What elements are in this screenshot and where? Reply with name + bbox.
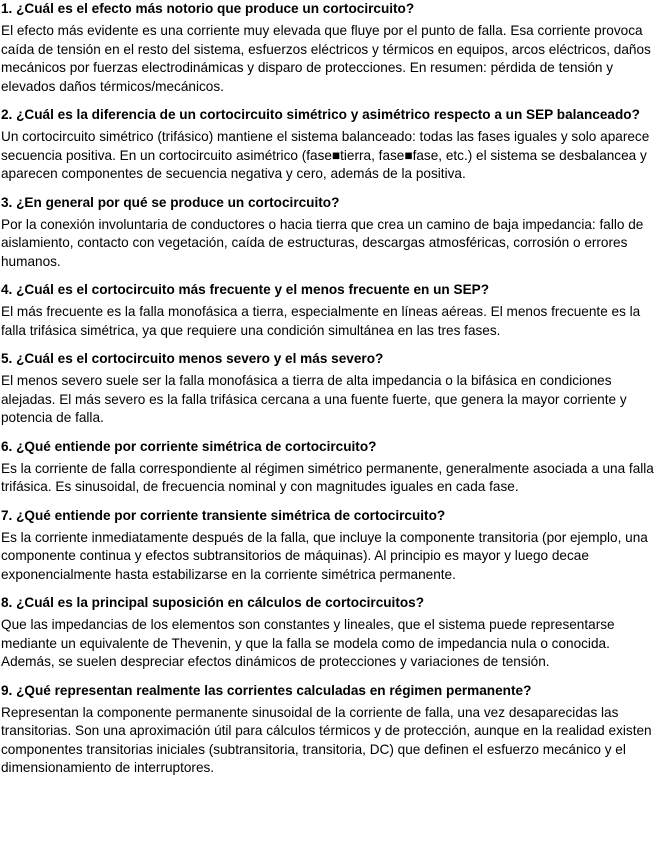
qa-item-4 [1,281,661,340]
answer-5: El menos severo suele ser la falla monofásica a tierra de alta impedancia o la bifásica en condiciones alejadas. El más severo es la falla trifásica cercana a una fuente fuerte, que genera la mayor corriente y potencia de falla. [1,373,627,425]
question-9: 9. ¿Qué representan realmente las corrientes calculadas en régimen permanente? [1,682,532,698]
question-1: 1. ¿Cuál es el efecto más notorio que produce un cortocircuito? [1,1,415,16]
qa-item-5 [1,350,661,428]
question-3: 3. ¿En general por qué se produce un cortocircuito? [1,194,340,210]
answer-7: Es la corriente inmediatamente después de la falla, que incluye la componente transitoria (por ejemplo, una componente continua y efectos subtransitorios de máquinas). Al principio es mayor y luego decae exponencialmente hasta estabilizarse en la corriente simétrica permanente. [1,529,648,582]
answer-1: El efecto más evidente es una corriente muy elevada que fluye por el punto de falla. Esa corriente provoca caída de tensión en el resto del sistema, esfuerzos eléctricos y térmicos en equipos, arcos eléctricos, daños mecánicos por fuerzas electrodinámicas y disparo de protecciones. En resumen: pérdida de tensión y elevados daños térmicos/mecánicos. [1,23,651,94]
answer-2: Un cortocircuito simétrico (trifásico) mantiene el sistema balanceado: todas las fases iguales y solo aparece secuencia positiva. En un cortocircuito asimétrico (fase■tierra, fase■fase, etc.) el sistema se desbalancea y aparecen componentes de secuencia negativa y cero, además de la positiva. [1,129,650,181]
question-7: 7. ¿Qué entiende por corriente transiente simétrica de cortocircuito? [1,507,446,523]
question-5: 5. ¿Cuál es el cortocircuito menos severo y el más severo? [1,351,384,366]
qa-item-6 [1,438,661,497]
qa-item-8 [1,594,661,672]
answer-9: Representan la componente permanente sinusoidal de la corriente de falla, una vez desaparecidas las transitorias. Son una aproximación útil para cálculos térmicos y de protección, aunque en la realidad existen componentes transitorias iniciales (subtransitoria, transitoria, DC) que definen el esfuerzo mecánico y el dimensionamiento de interruptores. [1,704,652,775]
qa-item-9 [1,682,661,778]
question-2: 2. ¿Cuál es la diferencia de un cortocircuito simétrico y asimétrico respecto a un SEP balanceado? [1,107,640,122]
qa-item-1 [1,0,661,96]
answer-6: Es la corriente de falla correspondiente al régimen simétrico permanente, generalmente asociada a una falla trifásica. Es sinusoidal, de frecuencia nominal y con magnitudes iguales en cada fase. [1,460,654,494]
answer-4: El más frecuente es la falla monofásica a tierra, especialmente en líneas aéreas. El menos frecuente es la falla trifásica simétrica, ya que requiere una condición simultánea en las tres fases. [1,304,641,338]
answer-8: Que las impedancias de los elementos son constantes y lineales, que el sistema puede representarse mediante un equivalente de Thevenin, y que la falla se modela como de impedancia nula o conocida. Además, se suelen despreciar efectos dinámicos de protecciones y variaciones de tensión. [1,617,615,669]
question-6: 6. ¿Qué entiende por corriente simétrica de cortocircuito? [1,438,377,454]
question-4: 4. ¿Cuál es el cortocircuito más frecuente y el menos frecuente en un SEP? [1,282,490,297]
answer-3: Por la conexión involuntaria de conductores o hacia tierra que crea un camino de baja impedancia: fallo de aislamiento, contacto con vegetación, caída de estructuras, descargas atmosféricas, corrosión o errores humanos. [1,216,644,269]
qa-item-7 [1,507,661,585]
question-8: 8. ¿Cuál es la principal suposición en cálculos de cortocircuitos? [1,595,425,610]
qa-item-3 [1,194,661,272]
qa-item-2 [1,106,661,184]
